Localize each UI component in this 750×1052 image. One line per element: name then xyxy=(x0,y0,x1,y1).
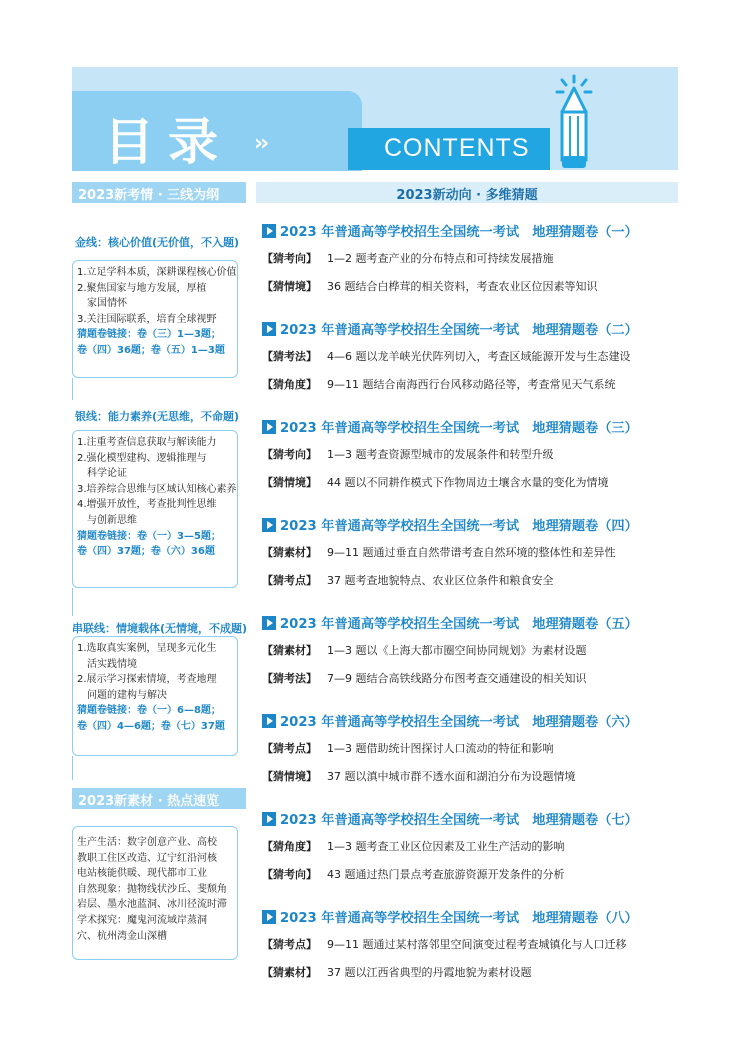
row-text: 37 题以江西省典型的丹霞地貌为素材设题 xyxy=(327,966,532,979)
play-icon xyxy=(262,714,276,728)
exam-title-text: 2023 年普通高等学校招生全国统一考试 地理猜题卷（七） xyxy=(280,813,638,828)
exam-row xyxy=(262,838,565,854)
section-title-left: 2023新考情 · 三线为纲 xyxy=(78,188,220,203)
row-tag: 【猜情境】 xyxy=(262,476,317,489)
link-text: 卷（四）37题；卷（六）36题 xyxy=(77,546,215,558)
row-text: 43 题通过热门景点考查旅游资源开发条件的分析 xyxy=(327,868,565,881)
play-icon xyxy=(262,322,276,336)
link-text: 卷（四）36题；卷（五）1—3题 xyxy=(77,344,225,356)
list-item: 问题的建构与解决 xyxy=(77,689,167,701)
exam-row xyxy=(262,740,554,756)
section-bar-left xyxy=(72,182,246,203)
list-item: 穴、杭州湾金山深槽 xyxy=(77,930,167,942)
exam-row xyxy=(262,936,627,952)
list-item: 与创新思维 xyxy=(77,514,137,526)
pencil-icon xyxy=(552,72,596,172)
list-item: 1.选取真实案例，呈现多元化生 xyxy=(77,643,217,654)
exam-title-text: 2023 年普通高等学校招生全国统一考试 地理猜题卷（八） xyxy=(280,911,638,926)
row-tag: 【猜素材】 xyxy=(262,644,317,657)
row-tag: 【猜情境】 xyxy=(262,280,317,293)
exam-row xyxy=(262,572,554,588)
list-item: 4.增强开放性，考查批判性思维 xyxy=(77,499,217,511)
contents-label-bar xyxy=(348,128,550,170)
exam-title-text: 2023 年普通高等学校招生全国统一考试 地理猜题卷（六） xyxy=(280,715,638,730)
row-text: 36 题结合白桦茸的相关资料，考查农业区位因素等知识 xyxy=(327,280,598,293)
row-tag: 【猜考向】 xyxy=(262,252,317,265)
list-item: 岩层、墨水池蓝洞、冰川径流时滞 xyxy=(77,899,227,911)
play-icon xyxy=(262,812,276,826)
series-line-box xyxy=(72,636,238,756)
hot-material-box xyxy=(72,826,238,960)
exam-title-1[interactable] xyxy=(262,221,638,240)
exam-title-text: 2023 年普通高等学校招生全国统一考试 地理猜题卷（三） xyxy=(280,421,638,436)
row-text: 37 题以滇中城市群不透水面和湖泊分布为设题情境 xyxy=(327,770,576,783)
row-text: 44 题以不同耕作模式下作物周边土壤含水量的变化为情境 xyxy=(327,476,609,489)
row-text: 1—3 题考查工业区位因素及工业生产活动的影响 xyxy=(327,840,565,853)
exam-title-7[interactable] xyxy=(262,809,638,828)
list-item: 自然现象：抛物线状沙丘、斐颓角 xyxy=(77,883,227,895)
exam-title-5[interactable] xyxy=(262,613,638,632)
row-tag: 【猜考法】 xyxy=(262,672,317,685)
series-line-heading: 串联线：情境载体(无情境，不成题) xyxy=(72,622,248,635)
exam-title-8[interactable] xyxy=(262,907,638,926)
row-text: 9—11 题结合南海西行台风移动路径等，考查常见天气系统 xyxy=(327,378,616,391)
link-text: 猜题卷链接：卷（一）6—8题； xyxy=(77,705,221,717)
row-tag: 【猜角度】 xyxy=(262,378,317,391)
page-title: 目录 xyxy=(104,113,232,171)
exam-row xyxy=(262,768,576,784)
row-text: 1—3 题以《上海大都市圈空间协同规划》为素材设题 xyxy=(327,644,587,657)
exam-title-text: 2023 年普通高等学校招生全国统一考试 地理猜题卷（一） xyxy=(280,225,638,240)
row-tag: 【猜考向】 xyxy=(262,448,317,461)
list-item: 3.关注国际联系，培育全球视野 xyxy=(77,313,217,325)
list-item: 1.注重考查信息获取与解读能力 xyxy=(77,437,217,448)
exam-title-3[interactable] xyxy=(262,417,638,436)
row-text: 1—3 题借助统计图探讨人口流动的特征和影响 xyxy=(327,742,554,755)
row-tag: 【猜角度】 xyxy=(262,840,317,853)
row-tag: 【猜考向】 xyxy=(262,868,317,881)
list-item: 2.聚焦国家与地方发展，厚植 xyxy=(77,282,207,294)
row-text: 7—9 题结合高铁线路分布图考查交通建设的相关知识 xyxy=(327,672,587,685)
silver-line-heading: 银线：能力素养(无思维，不命题) xyxy=(74,410,240,423)
row-tag: 【猜考点】 xyxy=(262,742,317,755)
section-bar-hot xyxy=(72,788,246,809)
exam-title-6[interactable] xyxy=(262,711,638,730)
play-icon xyxy=(262,518,276,532)
section-bar-right xyxy=(256,182,678,203)
gold-line-heading: 金线：核心价值(无价值，不入题) xyxy=(74,236,240,249)
exam-title-text: 2023 年普通高等学校招生全国统一考试 地理猜题卷（二） xyxy=(280,323,638,338)
play-icon xyxy=(262,910,276,924)
list-item: 家国情怀 xyxy=(77,298,127,310)
exam-title-4[interactable] xyxy=(262,515,638,534)
row-text: 1—2 题考查产业的分布特点和可持续发展措施 xyxy=(327,252,554,265)
list-item: 学术探究：魔鬼河流域岸蒸洞 xyxy=(77,914,207,926)
row-tag: 【猜情境】 xyxy=(262,770,317,783)
contents-label: CONTENTS xyxy=(384,134,530,162)
exam-row xyxy=(262,278,598,294)
row-text: 1—3 题考查资源型城市的发展条件和转型升级 xyxy=(327,448,554,461)
silver-line-box xyxy=(72,430,238,588)
list-item: 2.强化模型建构、逻辑推理与 xyxy=(77,452,207,464)
exam-row xyxy=(262,544,616,560)
row-tag: 【猜考点】 xyxy=(262,574,317,587)
list-item: 科学论证 xyxy=(77,468,127,480)
exam-title-2[interactable] xyxy=(262,319,638,338)
list-item: 1.立足学科本质，深耕课程核心价值 xyxy=(77,267,237,278)
gold-line-box xyxy=(72,260,238,378)
exam-row xyxy=(262,474,609,490)
exam-row xyxy=(262,250,554,266)
row-text: 37 题考查地貌特点、农业区位条件和粮食安全 xyxy=(327,574,554,587)
row-text: 4—6 题以龙羊峡光伏阵列切入，考查区域能源开发与生态建设 xyxy=(327,350,631,363)
row-tag: 【猜考法】 xyxy=(262,350,317,363)
exam-row xyxy=(262,376,616,392)
play-icon xyxy=(262,224,276,238)
exam-row xyxy=(262,446,554,462)
exam-row xyxy=(262,670,587,686)
link-text: 猜题卷链接：卷（一）3—5题； xyxy=(77,530,221,542)
exam-title-text: 2023 年普通高等学校招生全国统一考试 地理猜题卷（四） xyxy=(280,519,638,534)
play-icon xyxy=(262,616,276,630)
list-item: 2.展示学习探索情境，考查地理 xyxy=(77,674,217,686)
chevron-right-icon: ›› xyxy=(254,131,267,156)
list-item: 3.培养综合思维与区域认知核心素养 xyxy=(77,483,237,495)
row-tag: 【猜考点】 xyxy=(262,938,317,951)
link-text: 猜题卷链接：卷（三）1—3题； xyxy=(77,329,221,341)
exam-title-text: 2023 年普通高等学校招生全国统一考试 地理猜题卷（五） xyxy=(280,617,638,632)
exam-row xyxy=(262,642,587,658)
list-item: 生产生活：数字创意产业、高校 xyxy=(77,837,217,848)
exam-row xyxy=(262,348,631,364)
exam-row xyxy=(262,866,565,882)
list-item: 教职工住区改造、辽宁红沿河核 xyxy=(77,852,217,864)
exam-row xyxy=(262,964,532,980)
play-icon xyxy=(262,420,276,434)
row-tag: 【猜素材】 xyxy=(262,966,317,979)
row-text: 9—11 题通过某村落邻里空间演变过程考查城镇化与人口迁移 xyxy=(327,938,627,951)
divider xyxy=(72,756,83,780)
section-title-right: 2023新动向 · 多维猜题 xyxy=(396,188,538,203)
divider xyxy=(72,588,83,616)
divider xyxy=(72,378,83,400)
row-text: 9—11 题通过垂直自然带谱考查自然环境的整体性和差异性 xyxy=(327,546,616,559)
list-item: 电站核能供暖、现代都市工业 xyxy=(77,868,207,880)
list-item: 活实践情境 xyxy=(77,658,137,670)
row-tag: 【猜素材】 xyxy=(262,546,317,559)
section-title-hot: 2023新素材 · 热点速览 xyxy=(78,794,220,809)
link-text: 卷（四）4—6题；卷（七）37题 xyxy=(77,720,225,732)
